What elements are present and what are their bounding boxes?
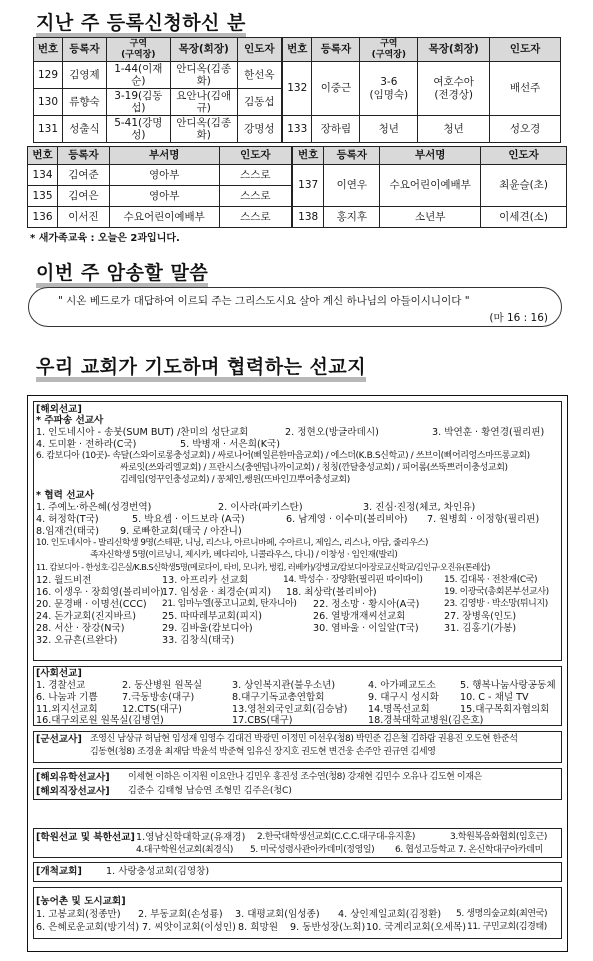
list-item: 3. 상인복지관(불우소년): [232, 680, 336, 691]
table-row: [28, 207, 567, 228]
list-item: 10. 국계리교회(오세목): [366, 922, 466, 933]
list-item: 1. 주예노·하은혜(성경번역): [36, 502, 152, 513]
cell: 요안나(김애규): [170, 89, 237, 116]
list-item: 2. 부동교회(손성룡): [138, 909, 223, 920]
list-item: 싸로잇(쓰와리엘교회) / 프란시스(충엔덥나까이교회) / 칭칭(깐달충성교회) / 피어롬(쓰뚝쁘러이충성교회): [120, 463, 508, 473]
overseas-header: [해외선교]: [36, 404, 82, 415]
col-header: 구역 (구역장): [360, 38, 418, 62]
cell: 136: [28, 207, 58, 228]
col-header: 부서명: [380, 147, 481, 165]
abroad-header: [해외유학선교사]: [36, 772, 110, 783]
cell: 홍지후: [324, 207, 380, 228]
cell: 영아부: [109, 165, 219, 186]
cell: 김여은: [57, 186, 109, 207]
cell: 1-44(이재순): [106, 62, 170, 89]
cell: 135: [28, 186, 58, 207]
military-header: [군선교사]: [36, 734, 82, 745]
registration-table-1: [33, 37, 561, 143]
col-header: 번호: [282, 38, 312, 62]
list-item: 17. 임성윤 · 최경순(피지): [162, 587, 272, 598]
cell: 수요어린이예배부: [109, 207, 219, 228]
list-item: 14.명목선교회: [368, 704, 430, 715]
col-header: 목장(회장): [418, 38, 490, 62]
list-item: 19. 이광국(총회본부선교사): [444, 587, 549, 597]
list-item: 11.외지선교회: [36, 704, 98, 715]
list-item: 28. 서산 · 장강(N국): [36, 623, 125, 634]
list-item: 16.대구외로원 원목실(김병연): [36, 715, 164, 726]
cell: 여호수아 (전경상): [418, 62, 490, 116]
list-item: 21. 임마누엘(풍고니교회, 탄자니아): [162, 599, 297, 609]
list-item: 10. 인도네시아 - 발리신학생 9명(스테판, 니닝, 리스나, 아르니바페, 수아르니, 제임스, 리스나, 아담, 줄리우스): [36, 538, 428, 548]
list-item: 11. 캄보디아 - 한성호·김은실/K.B.S신학생5명(메로다이, 타비, 모니카, 벙킴, 러베카)/강병교/캄보디아장로교신학교/김인규·오진유(톤레삽): [36, 562, 490, 572]
cell: 영아부: [109, 186, 219, 207]
pioneer-header: [개척교회]: [36, 866, 82, 877]
list-item: 3. 대평교회(임성종): [235, 909, 320, 920]
list-item: 6. 캄보디아 (10곳)- 속달(스와이로롱충성교회) / 싸로나어(삐일른한마음교회) / 에스더(K.B.S신학교) / 쓰브이(삐어리엉스마뜨롱교회): [36, 451, 530, 461]
list-item: 족자신학생 5명(이르닝니, 제시카, 베다리아, 니콜라우스, 다니) / 이창성 · 임인재(발리): [90, 550, 398, 560]
list-item: 5. 행복나눔사랑공동체: [460, 680, 556, 691]
list-item: 3. 진심·진정(체코, 차인유): [363, 502, 476, 513]
list-item: 5. 박요셉 · 이드보라 (A국): [132, 514, 245, 525]
cell: 소년부: [380, 207, 481, 228]
coop-header: * 협력 선교사: [36, 490, 95, 501]
school-header: [학원선교 및 북한선교]: [36, 832, 135, 843]
cell: 스스로: [219, 207, 292, 228]
table-row: [34, 116, 561, 143]
list-item: 31. 김홍기(가봉): [444, 623, 517, 634]
col-header: 번호: [292, 147, 324, 165]
list-item: 2.한국대학생선교회(C.C.C.대구대-유지훈): [257, 832, 416, 842]
list-item: 1. 인도네시아 - 송붓(SUM BUT) /찬미의 성단교회: [36, 427, 249, 438]
cell: 김여준: [57, 165, 109, 186]
cell: 김동섭: [237, 89, 282, 116]
cell: 134: [28, 165, 58, 186]
table-row: [34, 62, 561, 89]
list-item: 30. 염바울 · 이일알(T국): [313, 623, 419, 634]
list-item: 24. 돈가교회(진지바르): [36, 611, 136, 622]
cell: 3-6 (임명숙): [360, 62, 418, 116]
list-item: 4. 허정학(T국): [36, 514, 99, 525]
col-header: 등록자: [62, 38, 106, 62]
cell: 137: [292, 165, 324, 207]
col-header: 등록자: [57, 147, 109, 165]
col-header: 인도자: [219, 147, 292, 165]
workplace-names: 김준수 김태형 남승연 조형민 김주은(청C): [128, 786, 292, 796]
col-header: 구역 (구역장): [106, 38, 170, 62]
military-names: 조영신 남상규 허남현 임성재 임영수 김대건 박광민 이정민 이선우(청8) 박민준 김은철 김하람 권용진 오도현 한준석: [90, 734, 518, 744]
resident-header: * 주파송 선교사: [36, 415, 104, 426]
list-item: 3. 박연훈 · 황연경(필리핀): [432, 427, 545, 438]
cell: 이세견(소): [481, 207, 567, 228]
list-item: 2. 이사라(파키스탄): [218, 502, 303, 513]
list-item: 12.CTS(대구): [122, 704, 182, 715]
cell: 안디옥(김종화): [170, 62, 237, 89]
list-item: 25. 따따레부교회(피지): [162, 611, 262, 622]
cell: 성출식: [62, 116, 106, 143]
list-item: 26. 열방개재씨선교회: [313, 611, 406, 622]
list-item: 2. 정현오(방글라데시): [285, 427, 379, 438]
cell: 청년: [418, 116, 490, 143]
last-week-title: 지난 주 등록신청하신 분: [36, 8, 246, 35]
list-item: 20. 문경배 · 이명선(CCC): [36, 599, 147, 610]
registration-table-2: [27, 146, 567, 228]
cell: 김영제: [62, 62, 106, 89]
list-item: 6. 남계영 · 이수미(볼리비아): [286, 514, 408, 525]
list-item: 1. 경찰선교: [36, 680, 86, 691]
col-header: 부서명: [109, 147, 219, 165]
cell: 이연우: [324, 165, 380, 207]
list-item: 22. 정소망 · 황시아(A국): [313, 599, 420, 610]
list-item: 33. 김창식(태국): [162, 635, 235, 646]
col-header: 번호: [28, 147, 58, 165]
list-item: 18.경북대학교병원(김은호): [368, 715, 484, 726]
list-item: 4.대구학원선교회(최경식): [136, 845, 233, 855]
list-item: 김레임(엉꾸인충성교회) / 꽁체인,쌩윈(뜨바인끄뿌어충성교회): [120, 475, 350, 485]
list-item: 17.CBS(대구): [232, 715, 293, 726]
list-item: 15. 김대복 · 전찬재(C국): [444, 575, 538, 585]
table-header-row: [28, 147, 567, 165]
list-item: 9. 로빠한교회(태국 / 아잔니): [120, 526, 242, 537]
list-item: 18. 최상락(볼리비아): [286, 587, 377, 598]
list-item: 2. 동산병원 원목실: [122, 680, 203, 691]
list-item: 5. 박병재 · 서은희(K국): [180, 439, 281, 450]
list-item: 1. 고봉교회(정종만): [36, 909, 121, 920]
list-item: 5. 미국성령사관아카데미(정영일): [250, 845, 375, 855]
social-header: [사회선교]: [36, 668, 82, 679]
list-item: 7. 온신학대구아카데미: [458, 845, 543, 855]
cell: 최윤슬(초): [481, 165, 567, 207]
workplace-header: [해외직장선교사]: [36, 786, 110, 797]
family-education-note: * 새가족교육 : 오늘은 2과입니다.: [30, 233, 180, 244]
list-item: 27. 장병욱(인도): [444, 611, 517, 622]
cell: 3-19(김동섭): [106, 89, 170, 116]
cell: 배선주: [490, 62, 561, 116]
abroad-names: 이세현 이하은 이지원 이요안나 김민우 홍진성 조수연(청8) 강재현 김민수 오유나 김도현 이재은: [128, 772, 482, 782]
list-item: 4. 상인제일교회(김정환): [338, 909, 442, 920]
list-item: 10. C - 채널 TV: [460, 692, 529, 703]
list-item: 16. 이생우 · 장희영(볼리비아): [36, 587, 164, 598]
cell: 132: [282, 62, 312, 116]
cell: 강명성: [237, 116, 282, 143]
rural-header: [농어촌 및 도시교회]: [36, 896, 126, 907]
list-item: 1.영남신학대학교(유재경): [136, 832, 246, 843]
cell: 131: [34, 116, 63, 143]
list-item: 7. 원병희 · 이정항(필리핀): [427, 514, 540, 525]
list-item: 5. 생명의숲교회(최연국): [456, 909, 548, 919]
cell: 130: [34, 89, 63, 116]
list-item: 6. 협성고등학교: [395, 845, 456, 855]
col-header: 등록자: [324, 147, 380, 165]
list-item: 29. 김바울(캄보디아): [162, 623, 253, 634]
pioneer-item: 1. 사랑충성교회(김영창): [106, 866, 210, 877]
list-item: 8.임재건(태국): [36, 526, 99, 537]
col-header: 번호: [34, 38, 63, 62]
col-header: 인도자: [490, 38, 561, 62]
list-item: 15.대구목회자협의회: [460, 704, 550, 715]
cell: 류향숙: [62, 89, 106, 116]
cell: 청년: [360, 116, 418, 143]
col-header: 인도자: [237, 38, 282, 62]
cell: 장하림: [312, 116, 360, 143]
list-item: 8.대구기독교총연합회: [232, 692, 325, 703]
list-item: 23. 김영방 · 박소망(튀니지): [444, 599, 548, 609]
list-item: 3.학원복음화협회(임호근): [450, 832, 547, 842]
table-header-row: [34, 38, 561, 62]
list-item: 12. 월드비전: [36, 575, 92, 586]
list-item: 13.영천외국인교회(김승남): [232, 704, 348, 715]
cell: 스스로: [219, 165, 292, 186]
list-item: 32. 오규흔(르완다): [36, 635, 118, 646]
missions-title: 우리 교회가 기도하며 협력하는 선교지: [36, 352, 366, 379]
cell: 스스로: [219, 186, 292, 207]
col-header: 인도자: [481, 147, 567, 165]
col-header: 등록자: [312, 38, 360, 62]
list-item: 13. 아프리카 선교회: [162, 575, 249, 586]
cell: 이서진: [57, 207, 109, 228]
list-item: 4. 도미환 · 전하라(C국): [36, 439, 137, 450]
list-item: 6. 나눔과 기쁨: [36, 692, 98, 703]
cell: 성오경: [490, 116, 561, 143]
cell: 안디옥(김종화): [170, 116, 237, 143]
list-item: 11. 구민교회(김경태): [467, 922, 547, 932]
cell: 이중근: [312, 62, 360, 116]
list-item: 7. 씨앗이교회(이성인): [142, 922, 236, 933]
col-header: 목장(회장): [170, 38, 237, 62]
cell: 5-41(강명성): [106, 116, 170, 143]
list-item: 8. 희망원: [238, 922, 279, 933]
list-item: 7.극동방송(대구): [122, 692, 195, 703]
cell: 수요어린이예배부: [380, 165, 481, 207]
list-item: 9. 대구시 성시화: [368, 692, 439, 703]
verse-reference: (마 16 : 16): [489, 312, 548, 324]
cell: 한선옥: [237, 62, 282, 89]
list-item: 6. 은혜로운교회(방기석): [36, 922, 140, 933]
cell: 133: [282, 116, 312, 143]
list-item: 9. 동반성장(노회): [290, 922, 366, 933]
military-names: 김동현(청8) 조경윤 최재담 박윤석 박준혁 임유신 장지호 권도현 변건웅 손주안 권규연 김세영: [90, 747, 436, 757]
list-item: 14. 박성수 · 장양환(필리핀 따이따이): [283, 575, 423, 585]
cell: 129: [34, 62, 63, 89]
verse-text: " 시온 베드로가 대답하여 이르되 주는 그리스도시요 살아 계신 하나님의 아들이시니이다 ": [58, 295, 470, 307]
verse-title: 이번 주 암송할 말씀: [36, 258, 208, 285]
table-row: [28, 165, 567, 186]
list-item: 4. 아가페교도소: [368, 680, 436, 691]
cell: 138: [292, 207, 324, 228]
